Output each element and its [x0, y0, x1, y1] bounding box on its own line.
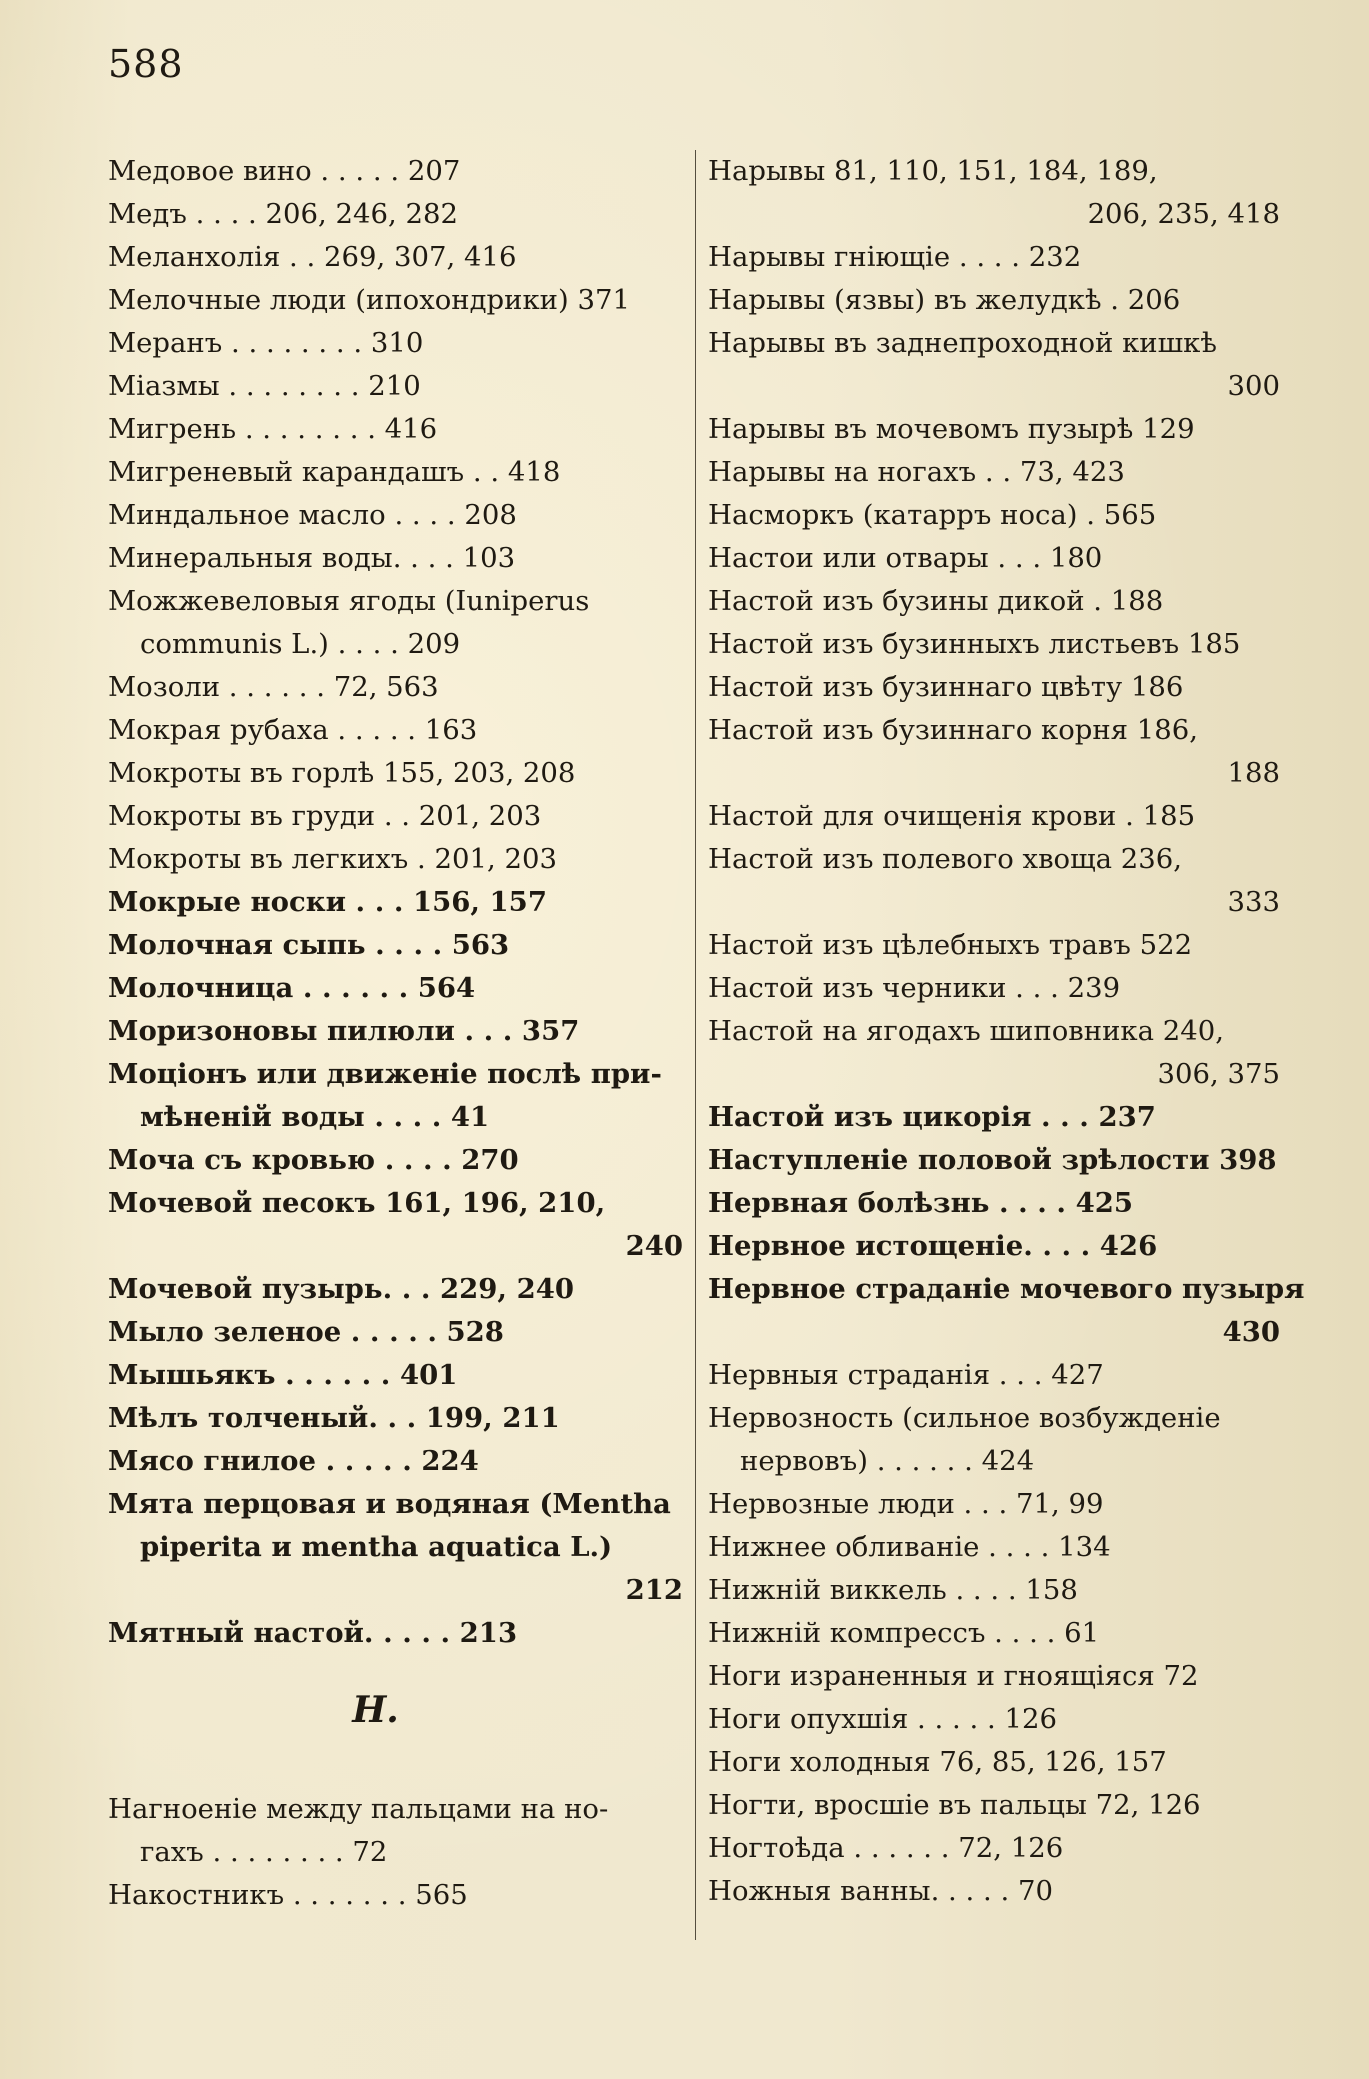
index-entry-line: Нервныя страданія . . . 427	[708, 1359, 1104, 1391]
index-entry-line: Нервное страданіе мочевого пузыря	[708, 1273, 1305, 1305]
page-number: 588	[108, 42, 184, 86]
index-entry-line: Нарывы 81, 110, 151, 184, 189,	[708, 155, 1158, 187]
index-entry	[708, 1870, 1280, 1913]
index-entry	[108, 1612, 683, 1655]
index-entry	[108, 1354, 683, 1397]
index-entry	[708, 1741, 1280, 1784]
index-entry	[108, 365, 683, 408]
index-entry-line: Медовое вино . . . . . 207	[108, 155, 461, 187]
index-entry-line: Мята перцовая и водяная (Mentha	[108, 1488, 671, 1520]
index-entry-continuation: communis L.) . . . . 209	[140, 628, 461, 660]
index-entry-line: Мятный настой. . . . . 213	[108, 1617, 518, 1649]
index-entry	[708, 1010, 1280, 1096]
index-entry	[108, 193, 683, 236]
index-entry	[108, 279, 683, 322]
index-entry	[108, 494, 683, 537]
index-entry-line: Наступленіе половой зрѣлости 398	[708, 1144, 1277, 1176]
index-entry	[108, 408, 683, 451]
index-entry-continuation: 430	[1222, 1316, 1280, 1348]
index-entry-line: Мигрень . . . . . . . . 416	[108, 413, 438, 445]
index-entry	[708, 236, 1280, 279]
index-entry	[108, 1139, 683, 1182]
index-entry-line: Моціонъ или движеніе послѣ при-	[108, 1058, 662, 1090]
index-entry	[108, 709, 683, 752]
index-entry-line: Ногтоѣда . . . . . . 72, 126	[708, 1832, 1064, 1864]
section-spacer	[108, 1745, 683, 1788]
index-entry-line: Можжевеловыя ягоды (Iuniperus	[108, 585, 590, 617]
column-divider	[695, 150, 696, 1940]
index-entry-line: Мокрые носки . . . 156, 157	[108, 886, 547, 918]
index-entry	[708, 408, 1280, 451]
index-entry	[708, 1225, 1280, 1268]
index-entry-continuation: нервовъ) . . . . . . 424	[740, 1445, 1035, 1477]
index-entry-line: Нагноеніе между пальцами на но-	[108, 1793, 609, 1825]
index-entry	[108, 537, 683, 580]
index-entry	[108, 881, 683, 924]
index-entry-line: Насморкъ (катарръ носа) . 565	[708, 499, 1157, 531]
index-entry-line: Настой изъ полевого хвоща 236,	[708, 843, 1183, 875]
index-entry	[708, 1139, 1280, 1182]
index-entry	[708, 838, 1280, 924]
index-entry-line: Нервная болѣзнь . . . . 425	[708, 1187, 1133, 1219]
index-entry	[108, 924, 683, 967]
index-column-right	[708, 150, 1305, 1913]
index-entry-continuation: 206, 235, 418	[1087, 198, 1280, 230]
index-entry	[708, 666, 1280, 709]
index-entry	[708, 494, 1280, 537]
index-entry	[708, 1268, 1305, 1354]
index-entry	[708, 279, 1280, 322]
index-entry-line: Мыло зеленое . . . . . 528	[108, 1316, 504, 1348]
index-entry	[108, 1788, 683, 1874]
index-entry-continuation: 212	[625, 1574, 683, 1606]
index-entry-line: Меланхолія . . 269, 307, 416	[108, 241, 517, 273]
index-entry-continuation: 300	[1227, 370, 1280, 402]
index-entry	[708, 1526, 1280, 1569]
index-entry-line: Ноги израненныя и гноящіяся 72	[708, 1660, 1199, 1692]
index-entry	[708, 451, 1280, 494]
index-entry	[108, 1268, 683, 1311]
index-entry-line: Нарывы въ заднепроходной кишкѣ	[708, 327, 1217, 359]
index-entry-line: Мочевой пузырь. . . 229, 240	[108, 1273, 574, 1305]
index-entry-line: Медъ . . . . 206, 246, 282	[108, 198, 458, 230]
index-entry-continuation: 333	[1227, 886, 1280, 918]
index-entry	[708, 150, 1280, 236]
index-entry-line: Настой изъ бузиннаго корня 186,	[708, 714, 1199, 746]
index-entry-line: Нервозные люди . . . 71, 99	[708, 1488, 1104, 1520]
index-entry	[108, 1010, 683, 1053]
index-entry-line: Молочница . . . . . . 564	[108, 972, 476, 1004]
index-entry-line: Мигреневый карандашъ . . 418	[108, 456, 561, 488]
index-entry-line: Миндальное масло . . . . 208	[108, 499, 517, 531]
index-entry	[108, 580, 683, 666]
index-entry-line: Мокроты въ груди . . 201, 203	[108, 800, 542, 832]
index-entry	[108, 322, 683, 365]
index-entry-line: Настой изъ бузины дикой . 188	[708, 585, 1164, 617]
index-entry	[708, 1569, 1280, 1612]
index-entry-line: Нижнее обливаніе . . . . 134	[708, 1531, 1111, 1563]
index-entry	[708, 924, 1280, 967]
index-entry-line: Настои или отвары . . . 180	[708, 542, 1103, 574]
index-entry-line: Настой изъ цикорія . . . 237	[708, 1101, 1156, 1133]
index-entry	[708, 967, 1280, 1010]
index-entry-line: Мышьякъ . . . . . . 401	[108, 1359, 458, 1391]
index-entry	[108, 1397, 683, 1440]
index-entry-line: Мокроты въ горлѣ 155, 203, 208	[108, 757, 576, 789]
index-entry	[708, 1612, 1280, 1655]
index-entry	[708, 795, 1280, 838]
index-entry-line: Накостникъ . . . . . . . 565	[108, 1879, 468, 1911]
section-letter: Н.	[352, 1689, 399, 1731]
index-entry-line: Меранъ . . . . . . . . 310	[108, 327, 424, 359]
index-entry-line: Ногти, вросшіе въ пальцы 72, 126	[708, 1789, 1201, 1821]
index-entry-line: Ножныя ванны. . . . . 70	[708, 1875, 1053, 1907]
index-entry-continuation: 188	[1227, 757, 1280, 789]
index-entry-line: Ноги холодныя 76, 85, 126, 157	[708, 1746, 1167, 1778]
index-entry-continuation: мѣненій воды . . . . 41	[140, 1101, 490, 1133]
index-entry-continuation: 306, 375	[1157, 1058, 1280, 1090]
index-entry	[108, 838, 683, 881]
index-entry	[708, 1827, 1280, 1870]
index-entry	[708, 580, 1280, 623]
index-entry-line: Настой изъ бузиннаго цвѣту 186	[708, 671, 1184, 703]
index-entry	[708, 1784, 1280, 1827]
index-entry-line: Ноги опухшія . . . . . 126	[708, 1703, 1057, 1735]
index-entry	[108, 1182, 683, 1268]
index-entry-line: Настой изъ черники . . . 239	[708, 972, 1121, 1004]
index-entry	[108, 1311, 683, 1354]
index-entry	[708, 1354, 1280, 1397]
index-entry-line: Настой изъ бузинныхъ листьевъ 185	[708, 628, 1241, 660]
index-entry-line: Нарывы (язвы) въ желудкѣ . 206	[708, 284, 1181, 316]
index-entry-line: Молочная сыпь . . . . 563	[108, 929, 510, 961]
index-entry-line: Моризоновы пилюли . . . 357	[108, 1015, 580, 1047]
index-entry-line: Мѣлъ толченый. . . 199, 211	[108, 1402, 560, 1434]
index-entry	[708, 709, 1280, 795]
index-entry	[108, 236, 683, 279]
index-entry-line: Мокроты въ легкихъ . 201, 203	[108, 843, 557, 875]
index-entry	[108, 967, 683, 1010]
index-entry	[708, 623, 1280, 666]
index-entry	[108, 666, 683, 709]
index-entry	[108, 451, 683, 494]
index-entry-line: Настой на ягодахъ шиповника 240,	[708, 1015, 1224, 1047]
index-entry	[708, 1655, 1280, 1698]
index-entry	[708, 537, 1280, 580]
index-entry-line: Нижній компрессъ . . . . 61	[708, 1617, 1100, 1649]
index-entry-continuation: гахъ . . . . . . . . 72	[140, 1836, 388, 1868]
index-entry	[708, 1698, 1280, 1741]
index-entry-line: Моча съ кровью . . . . 270	[108, 1144, 519, 1176]
index-entry-line: Нижній виккель . . . . 158	[708, 1574, 1078, 1606]
index-entry	[708, 1483, 1280, 1526]
index-entry-line: Нарывы на ногахъ . . 73, 423	[708, 456, 1125, 488]
index-entry-line: Минеральныя воды. . . . 103	[108, 542, 516, 574]
index-entry-line: Нарывы въ мочевомъ пузырѣ 129	[708, 413, 1195, 445]
index-entry-continuation: piperita и mentha aquatica L.)	[140, 1531, 613, 1563]
index-entry-line: Настой изъ цѣлебныхъ травъ 522	[708, 929, 1193, 961]
index-entry-line: Мелочные люди (ипохондрики) 371	[108, 284, 630, 316]
index-entry	[708, 322, 1280, 408]
index-entry	[108, 752, 683, 795]
index-entry-line: Міазмы . . . . . . . . 210	[108, 370, 421, 402]
index-entry-line: Мокрая рубаха . . . . . 163	[108, 714, 478, 746]
index-entry	[708, 1397, 1280, 1483]
index-entry-continuation: 240	[625, 1230, 683, 1262]
index-entry	[708, 1096, 1280, 1139]
index-entry	[108, 1440, 683, 1483]
index-entry	[108, 1053, 683, 1139]
index-column-left	[108, 150, 683, 1917]
index-entry-line: Мозоли . . . . . . 72, 563	[108, 671, 439, 703]
index-entry-line: Мочевой песокъ 161, 196, 210,	[108, 1187, 606, 1219]
index-entry	[108, 1874, 683, 1917]
index-entry	[108, 795, 683, 838]
index-entry-line: Нервное истощеніе. . . . 426	[708, 1230, 1158, 1262]
index-entry-line: Мясо гнилое . . . . . 224	[108, 1445, 479, 1477]
index-entry-line: Нарывы гніющіе . . . . 232	[708, 241, 1082, 273]
index-entry-line: Нервозность (сильное возбужденіе	[708, 1402, 1221, 1434]
index-entry	[108, 150, 683, 193]
index-entry	[108, 1483, 683, 1612]
index-entry	[708, 1182, 1280, 1225]
index-entry-line: Настой для очищенія крови . 185	[708, 800, 1196, 832]
